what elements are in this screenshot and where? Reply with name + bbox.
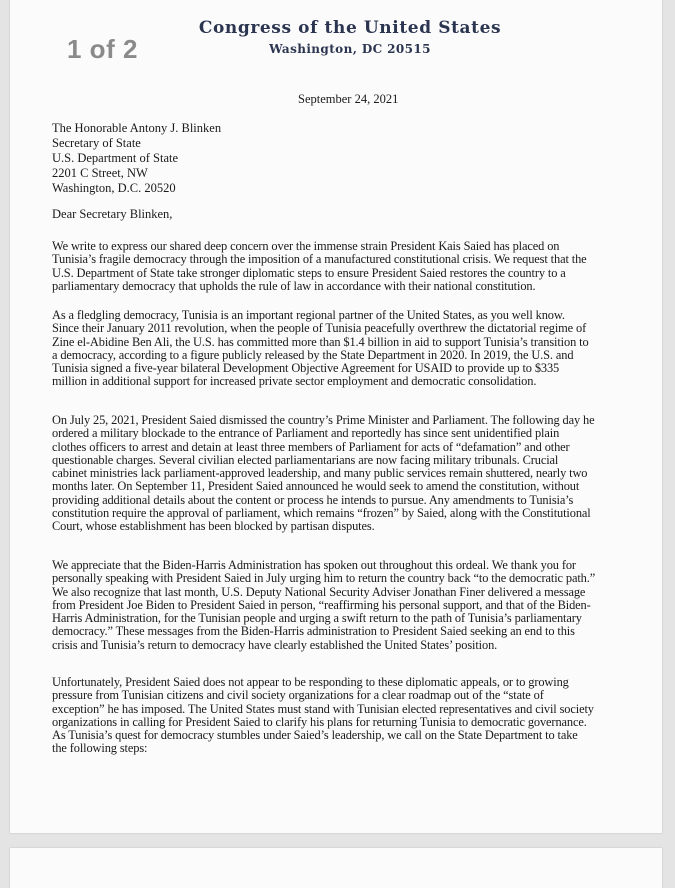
- text-line: parliamentary democracy that upholds the rule of law in accordance with their national constitution.: [52, 278, 536, 293]
- letterhead-title: Congress of the United States: [198, 18, 502, 38]
- text-line: from President Joe Biden to President Saied in person, “reaffirming his personal support, and that of the Biden-: [52, 597, 591, 612]
- recipient-line: Washington, D.C. 20520: [52, 181, 176, 195]
- recipient-line: The Honorable Antony J. Blinken: [52, 121, 222, 135]
- text-line: exception” he has imposed. The United States must stand with Tunisian elected representatives and civil society: [52, 701, 594, 716]
- salutation: Dear Secretary Blinken,: [52, 207, 173, 221]
- paragraph-2: [52, 309, 652, 389]
- recipient-address: [52, 121, 221, 196]
- paragraph-5: [52, 676, 652, 756]
- text-line: Tunisia signed a five-year bilateral Development Objective Agreement for USAID to provide up to $335: [52, 361, 560, 376]
- text-line: As a fledgling democracy, Tunisia is an important regional partner of the United States, as you well know.: [52, 308, 565, 322]
- letterhead-subtitle: Washington, DC 20515: [269, 42, 431, 56]
- letter-page-2-edge: [10, 848, 662, 888]
- paragraph-3: [52, 414, 652, 534]
- text-line: Since their January 2011 revolution, when the people of Tunisia peacefully overthrew the dictatorial regime of: [52, 321, 587, 336]
- text-line: cabinet ministries lack parliament-approved leadership, and many public services remain shuttered, nearly two: [52, 466, 588, 481]
- text-line: providing additional details about the content or process he intends to pursue. Any amendments to Tunisia’s: [52, 492, 574, 507]
- text-line: Court, whose establishment has been blocked by partisan disputes.: [52, 519, 375, 534]
- text-line: Harris Administration, for the Tunisian people and urging a swift return to the path of Tunisia’s parliamentary: [52, 611, 582, 626]
- text-line: clothes officers to arrest and detain at least three members of Parliament for acts of “defamation” and other: [52, 439, 570, 454]
- text-line: pressure from Tunisian citizens and civil society organizations for a clear roadmap out of the “state of: [52, 688, 544, 703]
- paragraph-4: [52, 559, 652, 652]
- recipient-line: Secretary of State: [52, 136, 141, 150]
- text-line: U.S. Department of State take stronger diplomatic steps to ensure President Saied restores the country to a: [52, 265, 566, 280]
- text-line: months later. On September 11, President Saied announced he would seek to amend the constitution, without: [52, 479, 580, 494]
- text-line: personally speaking with President Saied in July urging him to return the country back “to the democratic path.”: [52, 571, 596, 586]
- text-line: democracy.” These messages from the Biden-Harris administration to President Saied seeking an end to this: [52, 624, 575, 639]
- text-line: We appreciate that the Biden-Harris Administration has spoken out throughout this ordeal. We thank you for: [52, 558, 576, 572]
- text-line: constitution require the approval of parliament, which remains “frozen” by Saied, along with the Constitutional: [52, 506, 591, 521]
- text-line: On July 25, 2021, President Saied dismissed the country’s Prime Minister and Parliament. The following day he: [52, 413, 595, 427]
- text-line: crisis and Tunisia’s return to democracy have clearly established the United States’ position.: [52, 637, 498, 652]
- page-counter: 1 of 2: [67, 34, 138, 64]
- text-line: a democracy, according to a figure publicly released by the State Department in 2020. In 2019, the U.S. and: [52, 347, 574, 362]
- text-line: ordered a military blockade to the entrance of Parliament and reportedly has since sent unidentified plain: [52, 426, 560, 441]
- text-line: Zine el-Abidine Ben Ali, the U.S. has committed more than $1.4 billion in aid to support Tunisia’s transition to: [52, 334, 589, 349]
- text-line: questionable charges. Several civilian elected parliamentarians are now facing military tribunals. Crucial: [52, 452, 559, 467]
- text-line: million in additional support for increased private sector employment and democratic consolidation.: [52, 374, 537, 389]
- text-line: organizations in calling for President Saied to clarify his plans for returning Tunisia to democratic governance.: [52, 714, 587, 729]
- text-line: We write to express our shared deep concern over the immense strain President Kais Saied has placed on: [52, 239, 560, 253]
- letter-date: September 24, 2021: [298, 92, 399, 106]
- text-line: As Tunisia’s quest for democracy stumbles under Saied’s leadership, we call on the State Department to take: [52, 728, 578, 743]
- letter-page-1: [10, 0, 662, 833]
- text-line: the following steps:: [52, 741, 148, 756]
- text-line: We also recognize that last month, U.S. Deputy National Security Adviser Jonathan Finer delivered a message: [52, 584, 586, 599]
- paragraph-1: [52, 240, 652, 293]
- text-line: Tunisia’s fragile democracy through the imposition of a manufactured constitutional crisis. We request that the: [52, 252, 587, 267]
- recipient-line: U.S. Department of State: [52, 151, 179, 165]
- recipient-line: 2201 C Street, NW: [52, 166, 148, 180]
- text-line: Unfortunately, President Saied does not appear to be responding to these diplomatic appeals, or to growing: [52, 675, 569, 689]
